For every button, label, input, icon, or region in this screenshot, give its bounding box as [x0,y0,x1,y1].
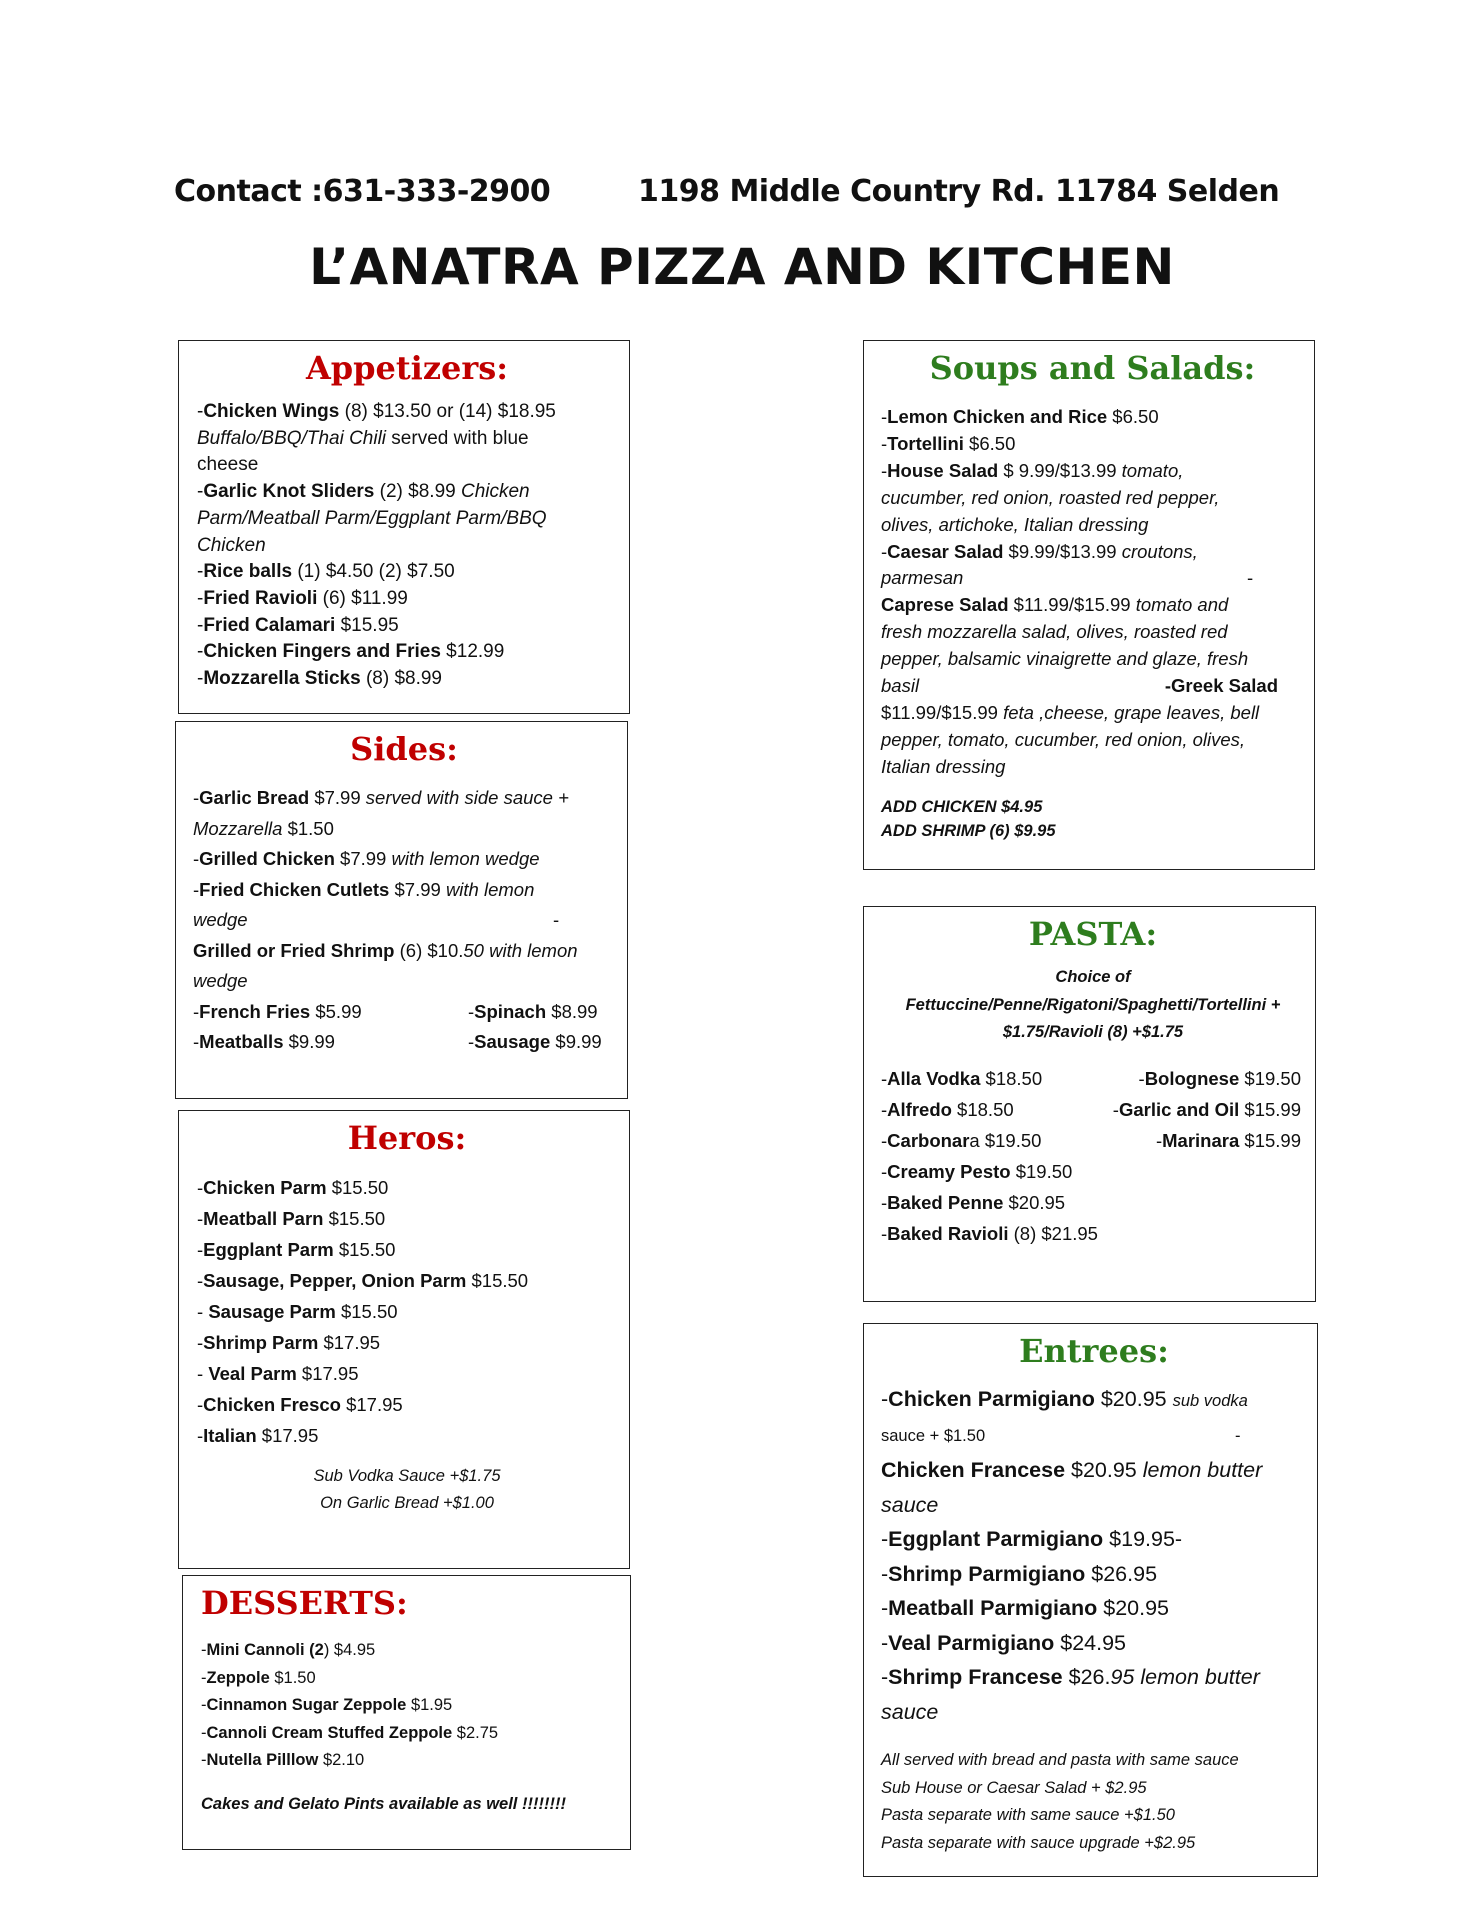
item-desc: tomato and [1135,594,1229,616]
item-price: $15.50 [323,1208,386,1229]
menu-item [197,1203,617,1234]
item-name: Garlic and Oil [1118,1098,1240,1120]
item-price: $19.50 [1239,1067,1301,1089]
item-dash: - [197,587,204,609]
item-dash: - [881,1596,889,1620]
entrees-note: Pasta separate with sauce upgrade +$2.95 [881,1833,1196,1852]
item-dash: - [193,848,200,869]
menu-item [881,754,1304,781]
item-price: $17.95 [340,1394,403,1415]
item-price: $1.50 [269,1668,316,1687]
menu-item [197,1172,617,1203]
item-desc: $1.50 [282,817,334,839]
item-price: (1) $4.50 (2) $7.50 [292,561,455,583]
item-name: Italian [203,1425,257,1446]
contact-bar [174,174,1314,214]
item-dash: - [881,540,888,562]
heros-section [178,1110,630,1569]
entrees-note: Pasta separate with same sauce +$1.50 [881,1806,1175,1824]
menu-item [881,539,1304,566]
item-price: $9.99 [550,1031,602,1052]
menu-item [197,1296,617,1327]
menu-item [197,506,617,533]
item-name: Mini Cannoli (2 [206,1641,324,1659]
menu-item [197,1265,617,1296]
item-right [468,1027,602,1058]
contact-phone: Contact :631-333-2900 [174,174,551,209]
item-dash: - [881,1527,889,1551]
add-shrimp: ADD SHRIMP (6) $9.95 [881,821,1056,840]
item-right [1156,1125,1301,1156]
menu-item [201,1747,618,1775]
item-name: Fried Calamari [203,614,336,636]
pasta-choice-line: Choice of [1055,968,1131,986]
item-name: Marinara [1162,1129,1240,1151]
item-price: $6.50 [963,432,1016,454]
item-dash: - [197,1270,204,1291]
item-dash: - [193,878,200,900]
item-name: Spinach [474,1000,547,1022]
item-name: Eggplant Parm [203,1239,334,1260]
item-price: $11.99/$15.99 [1008,594,1136,616]
item-price: $15.95 [335,614,399,636]
pasta-choice-line: $1.75/Ravioli (8) +$1.75 [1002,1023,1184,1041]
menu-item-pair [193,1027,615,1058]
desserts-section [182,1575,631,1850]
item-desc: Italian dressing [881,755,1006,777]
item-name: Shrimp Francese [888,1665,1063,1689]
item-price: $20.95 [1097,1596,1169,1620]
menu-item [197,452,617,479]
item-desc: Buffalo/BBQ/Thai Chili [197,427,387,449]
heros-title: Heros: [347,1119,467,1157]
item-right [1139,1063,1301,1094]
item-name: Nutella Pilllow [206,1751,319,1769]
menu-item [881,619,1304,646]
item-price: $12.99 [440,641,505,663]
item-desc: served with blue [386,427,529,449]
item-desc: $11.99/$15.99 [881,701,1004,723]
item-price: $8.99 [546,1000,598,1022]
item-name: Tortellini [887,432,964,454]
entrees-notes [881,1747,1307,1857]
item-name: Fried Ravioli [203,587,318,609]
menu-item [881,700,1304,727]
item-dash: - [197,401,204,422]
menu-item [881,458,1304,485]
item-name: Bolognese [1144,1067,1240,1089]
item-dash: - [468,1031,475,1052]
item-name: Garlic Knot Sliders [203,481,375,503]
item-desc: sauce [881,1492,939,1517]
item-name: French Fries [199,1000,311,1022]
item-name: Shrimp Parm [203,1332,319,1353]
item-dash: - [193,1000,200,1022]
item-price: $26. [1062,1665,1111,1689]
item-dash: - [197,1425,204,1446]
item-dash: - [197,614,204,636]
menu-item [197,426,617,453]
item-desc: cheese [197,454,259,476]
item-price: $7.99 [334,848,392,869]
item-name: Chicken Francese [881,1458,1066,1482]
item-desc: tomato, [1121,459,1184,481]
menu-item [193,783,615,814]
item-price: $18.50 [951,1098,1014,1120]
item-desc: Chicken [197,534,266,556]
restaurant-title: L’ANATRA PIZZA AND KITCHEN [309,238,1175,296]
item-desc: cucumber, red onion, roasted red pepper, [881,486,1220,508]
item-dash: - [201,1723,207,1742]
menu-item [201,1665,618,1693]
item-name: Fried Chicken Cutlets [199,878,390,900]
item-dash: - [197,561,204,583]
item-desc: basil [881,675,920,697]
menu-item [881,512,1304,539]
menu-item [881,1695,1307,1730]
menu-item-pair [881,1094,1305,1125]
item-dash: - [881,459,888,481]
menu-item [193,844,615,875]
item-name: Eggplant Parmigiano [888,1527,1104,1551]
item-price: $17.95 [318,1332,381,1353]
item-dash: - [881,1098,888,1120]
item-price: (8) $13.50 or (14) $18.95 [339,401,556,422]
contact-address: 1198 Middle Country Rd. 11784 Selden [638,174,1280,209]
menu-item [197,1234,617,1265]
sides-pairs [193,997,615,1058]
menu-item [881,1522,1307,1557]
heros-notes [197,1463,617,1517]
item-price: $2.75 [452,1723,499,1742]
item-name: Veal Parmigiano [888,1630,1055,1655]
sides-section [175,721,628,1099]
item-dash: - [881,406,888,427]
menu-item [881,673,1304,700]
item-name: -Greek Salad [1164,675,1278,697]
item-desc: olives, artichoke, Italian dressing [881,513,1149,535]
menu-item-pair [881,1125,1305,1156]
item-price: $15.99 [1239,1129,1301,1151]
menu-item-pair [881,1063,1305,1094]
item-name: Baked Penne [887,1191,1004,1213]
pasta-pairs [881,1063,1305,1156]
item-name: Cinnamon Sugar Zeppole [206,1696,407,1714]
item-price: $7.99 [309,787,366,808]
item-name: Meatballs [199,1031,284,1052]
item-price: a $19.50 [969,1129,1042,1151]
item-price: $18.50 [980,1067,1043,1089]
entrees-note: Sub House or Caesar Salad + $2.95 [881,1778,1147,1797]
item-dash: - [197,1363,209,1384]
item-price: $2.10 [318,1751,365,1769]
item-desc: Chicken [460,481,530,503]
item-price: (8) $21.95 [1008,1222,1098,1244]
item-price: $17.95 [256,1425,319,1446]
menu-item [881,485,1304,512]
item-dash: - [197,1177,204,1198]
item-name: Baked Ravioli [887,1222,1009,1244]
menu-item [197,666,617,693]
item-name: Chicken Fresco [203,1394,341,1415]
item-name: Alfredo [887,1098,952,1120]
item-desc: pepper, balsamic vinaigrette and glaze, fresh [881,648,1249,670]
item-dash: - [881,1191,888,1213]
soups-salads-adds [881,795,1304,843]
item-right [1113,1094,1301,1125]
item-dash: - [201,1641,207,1659]
sides-list [193,783,615,997]
menu-item [201,1692,618,1720]
item-price: $26.95 [1085,1561,1158,1586]
item-desc: Mozzarella [193,817,283,839]
item-name: Meatball Parmigiano [888,1596,1098,1620]
menu-item [881,592,1304,619]
entree-name: Chicken Parmigiano [888,1387,1095,1411]
item-dash: - [881,432,888,454]
entree-desc: sub vodka [1172,1392,1248,1410]
item-desc: with lemon wedge [391,848,540,869]
menu-item [881,1557,1307,1592]
item-dash: - [881,1222,888,1244]
desserts-note: Cakes and Gelato Pints available as well !!!!!!!! [201,1794,566,1813]
menu-item [881,1218,1305,1249]
item-name: Sausage, Pepper, Onion Parm [203,1270,467,1291]
item-name: House Salad [887,459,999,481]
entree-dash: - [1235,1426,1241,1445]
item-price: $1.95 [406,1696,453,1714]
item-desc: wedge [193,970,248,991]
item-dash: - [201,1696,207,1714]
menu-item [197,1420,617,1451]
item-name: Caesar Salad [887,540,1004,562]
entrees-section [863,1323,1318,1877]
menu-item [193,814,615,845]
item-name: Garlic Bread [199,787,310,808]
item-name: Chicken Wings [203,401,340,422]
menu-item [197,399,617,426]
entree-item-cont [881,1419,1307,1454]
item-price: (6) $11.99 [317,587,408,609]
item-dash: - [1112,1098,1119,1120]
desserts-title: DESSERTS: [201,1584,408,1622]
item-dash: - [197,1332,204,1353]
entrees-note: All served with bread and pasta with same sauce [881,1751,1239,1769]
desserts-list [201,1637,618,1775]
item-name: Mozzarella Sticks [203,668,361,690]
menu-item [881,646,1304,673]
item-dash: - [881,1630,889,1655]
menu-item [197,479,617,506]
item-price: $5.99 [310,1000,362,1022]
menu-item [197,586,617,613]
item-price: $6.50 [1107,406,1159,427]
menu-item [881,404,1304,431]
menu-item-pair [193,997,615,1028]
item-name: Grilled or Fried Shrimp [193,939,395,961]
item-desc: 95 lemon butter [1110,1665,1260,1689]
menu-item [881,1660,1307,1695]
menu-item [881,1453,1307,1488]
item-price: $15.50 [333,1239,396,1260]
item-price: $15.50 [326,1177,389,1198]
pasta-title: PASTA: [1028,915,1158,953]
pasta-section [863,906,1316,1302]
item-price: ) $4.95 [323,1641,376,1659]
item-price: $9.99 [283,1031,335,1052]
item-dash: - [881,1561,889,1586]
menu-item [881,727,1304,754]
item-price: $15.50 [335,1301,398,1322]
item-price: (6) $10. [394,939,464,961]
item-dash: - [193,1031,200,1052]
item-dash: - [197,1239,204,1260]
menu-item [197,613,617,640]
item-price: $20.95 [1003,1191,1066,1213]
menu-item [881,1156,1305,1187]
item-dash: - [197,1208,204,1229]
item-dash: - [197,1394,204,1415]
appetizers-section [178,340,630,714]
item-price: (8) $8.99 [360,668,442,690]
item-price: $15.50 [466,1270,529,1291]
entree-desc: sauce + $1.50 [881,1426,986,1445]
item-dash: - [201,1751,207,1769]
menu-item [193,875,615,906]
item-name: Caprese Salad [881,594,1009,616]
menu-item [197,559,617,586]
item-desc: lemon butter [1142,1458,1263,1482]
soups-salads-title: Soups and Salads: [929,349,1256,387]
item-right [468,997,598,1028]
item-price: $20.95 [1065,1458,1143,1482]
menu-item [881,431,1304,458]
item-price: $19.50 [1010,1160,1073,1182]
item-price: $ 9.99/$13.99 [998,459,1122,481]
item-desc: croutons, [1121,540,1198,562]
item-name: Creamy Pesto [887,1160,1011,1182]
item-desc: fresh mozzarella salad, olives, roasted red [881,621,1228,643]
item-dash: - [468,1000,475,1022]
item-dash: - [1155,1129,1163,1151]
item-name: Carbonar [887,1129,970,1151]
menu-item [201,1637,618,1665]
heros-note: Sub Vodka Sauce +$1.75 [313,1467,501,1485]
item-name: Cannoli Cream Stuffed Zeppole [206,1723,453,1742]
pasta-choice [881,964,1305,1047]
item-dash: - [881,1129,888,1151]
item-desc: parmesan [881,567,964,589]
heros-note: On Garlic Bread +$1.00 [320,1494,494,1512]
item-name: Grilled Chicken [199,848,335,869]
item-price: $15.99 [1239,1098,1301,1120]
item-price: $24.95 [1054,1630,1127,1655]
sides-title: Sides: [350,730,458,768]
soups-salads-list [881,404,1304,781]
item-dash: - [197,1301,209,1322]
item-price: $17.95 [296,1363,359,1384]
item-dash: - [197,641,204,663]
appetizers-list [197,399,617,693]
item-desc: Parm/Meatball Parm/Eggplant Parm/BBQ [197,507,547,529]
menu-item [197,533,617,560]
entree-price: $20.95 [1094,1387,1173,1411]
entree-item: -Chicken Parmigiano $20.95 sub vodka [881,1387,1248,1411]
item-dash: - [1138,1067,1145,1089]
item-name: Zeppole [206,1668,270,1687]
menu-item [881,1488,1307,1523]
menu-item [193,966,615,997]
item-dash: - [201,1668,207,1687]
soups-salads-section [863,340,1315,870]
item-price: $19.95- [1103,1527,1183,1551]
item-dash: - [881,1665,889,1689]
menu-item [197,1389,617,1420]
menu-item [881,1626,1307,1661]
item-price: $7.99 [389,878,446,900]
item-dash: - [881,1067,888,1089]
item-desc: feta ,cheese, grape leaves, bell [1003,701,1260,723]
menu-item [881,1591,1307,1626]
item-name: Meatball Parn [203,1208,324,1229]
menu-item [881,565,1304,592]
menu-item [881,1187,1305,1218]
item-desc: 50 with lemon [463,939,578,961]
item-dash: - [197,668,204,690]
add-chicken: ADD CHICKEN $4.95 [881,797,1043,816]
item-price: $9.99/$13.99 [1003,540,1122,562]
item-dash: - [881,1160,888,1182]
item-name: Alla Vodka [887,1067,981,1089]
item-name: Lemon Chicken and Rice [887,406,1108,427]
appetizers-title: Appetizers: [305,349,509,387]
item-desc: wedge [193,909,248,930]
heros-list [197,1172,617,1451]
item-name: Shrimp Parmigiano [888,1561,1086,1586]
item-dash: - [193,787,200,808]
item-name: Veal Parm [208,1363,297,1384]
item-name: Sausage Parm [208,1301,336,1322]
entrees-list [881,1453,1307,1729]
menu-item [193,936,615,967]
item-desc: pepper, tomato, cucumber, red onion, olives, [881,728,1246,750]
menu-item [193,905,615,936]
pasta-list [881,1156,1305,1249]
item-dash: - [197,481,204,503]
item-name: Chicken Fingers and Fries [203,641,441,663]
menu-item [197,1358,617,1389]
item-desc: with lemon [445,878,535,900]
item-dash: - [1247,567,1254,589]
entrees-title: Entrees: [1019,1332,1169,1370]
menu-item [197,1327,617,1358]
item-name: Sausage [474,1031,551,1052]
menu-item [197,639,617,666]
item-price: (2) $8.99 [374,481,461,503]
item-desc: sauce [881,1699,939,1724]
item-name: Rice balls [203,561,293,583]
item-name: Chicken Parm [203,1177,327,1198]
item-dash: - [553,909,560,930]
pasta-choice-line: Fettuccine/Penne/Rigatoni/Spaghetti/Tortellini + [905,995,1281,1014]
menu-item [201,1720,618,1748]
item-desc: served with side sauce + [365,787,569,808]
